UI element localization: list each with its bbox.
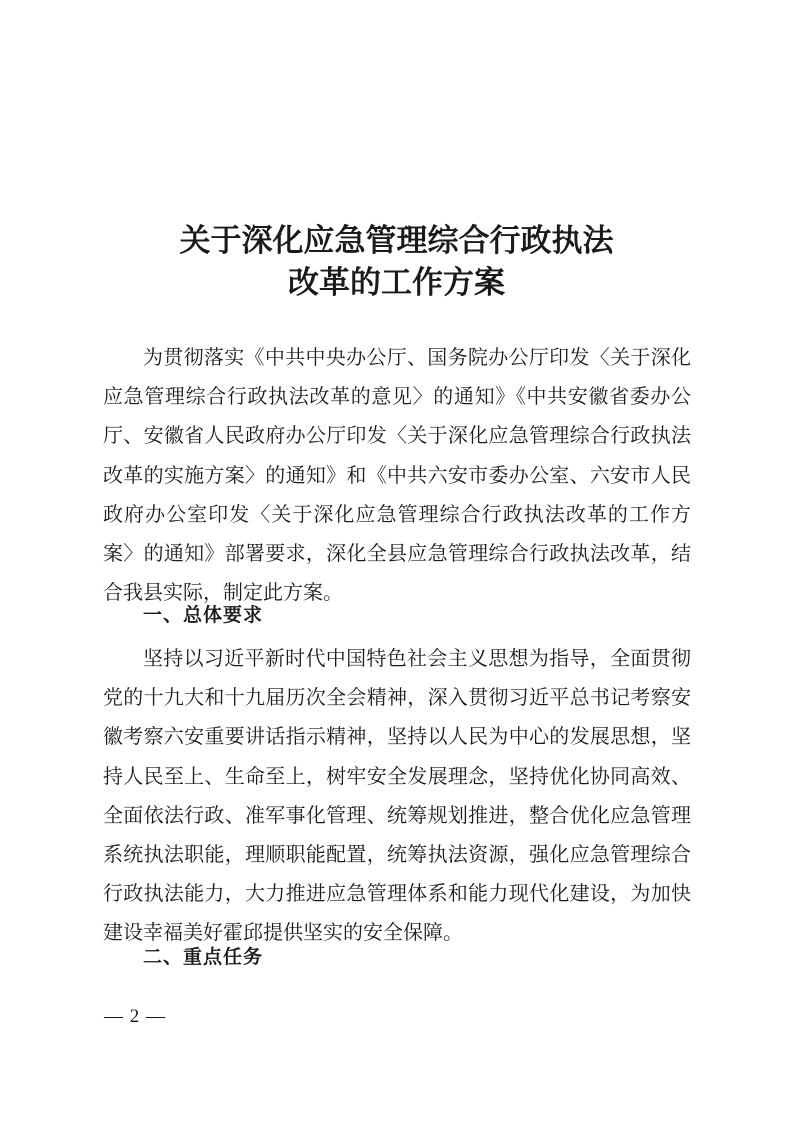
section-heading-general-requirements: 一、总体要求 [143,604,264,626]
general-requirements-paragraph: 坚持以习近平新时代中国特色社会主义思想为指导，全面贯彻党的十九大和十九届历次全会精神，深入贯彻习近平总书记考察安徽考察六安重要讲话指示精神，坚持以人民为中心的发展思想，坚持人民至上、生命至上，树牢安全发展理念，坚持优化协同高效、全面依法行政、准军事化管理、统筹规划推进，整合优化应急管理系统执法职能，理顺职能配置，统筹执法资源，强化应急管理综合行政执法能力，大力推进应急管理体系和能力现代化建设，为加快建设幸福美好霍邱提供坚实的安全保障。 [103,646,691,945]
document-title-line-2: 改革的工作方案 [288,265,505,301]
page-number: — 2 — [104,1006,166,1027]
intro-paragraph: 为贯彻落实《中共中央办公厅、国务院办公厅印发〈关于深化应急管理综合行政执法改革的意见〉的通知》《中共安徽省委办公厅、安徽省人民政府办公厅印发〈关于深化应急管理综合行政执法改革的实施方案〉的通知》和《中共六安市委办公室、六安市人民政府办公室印发〈关于深化应急管理综合行政执法改革的工作方案〉的通知》部署要求，深化全县应急管理综合行政执法改革，结合我县实际，制定此方案。 [103,345,691,605]
document-title-line-1: 关于深化应急管理综合行政执法 [179,223,614,259]
section-heading-key-tasks: 二、重点任务 [143,946,264,968]
